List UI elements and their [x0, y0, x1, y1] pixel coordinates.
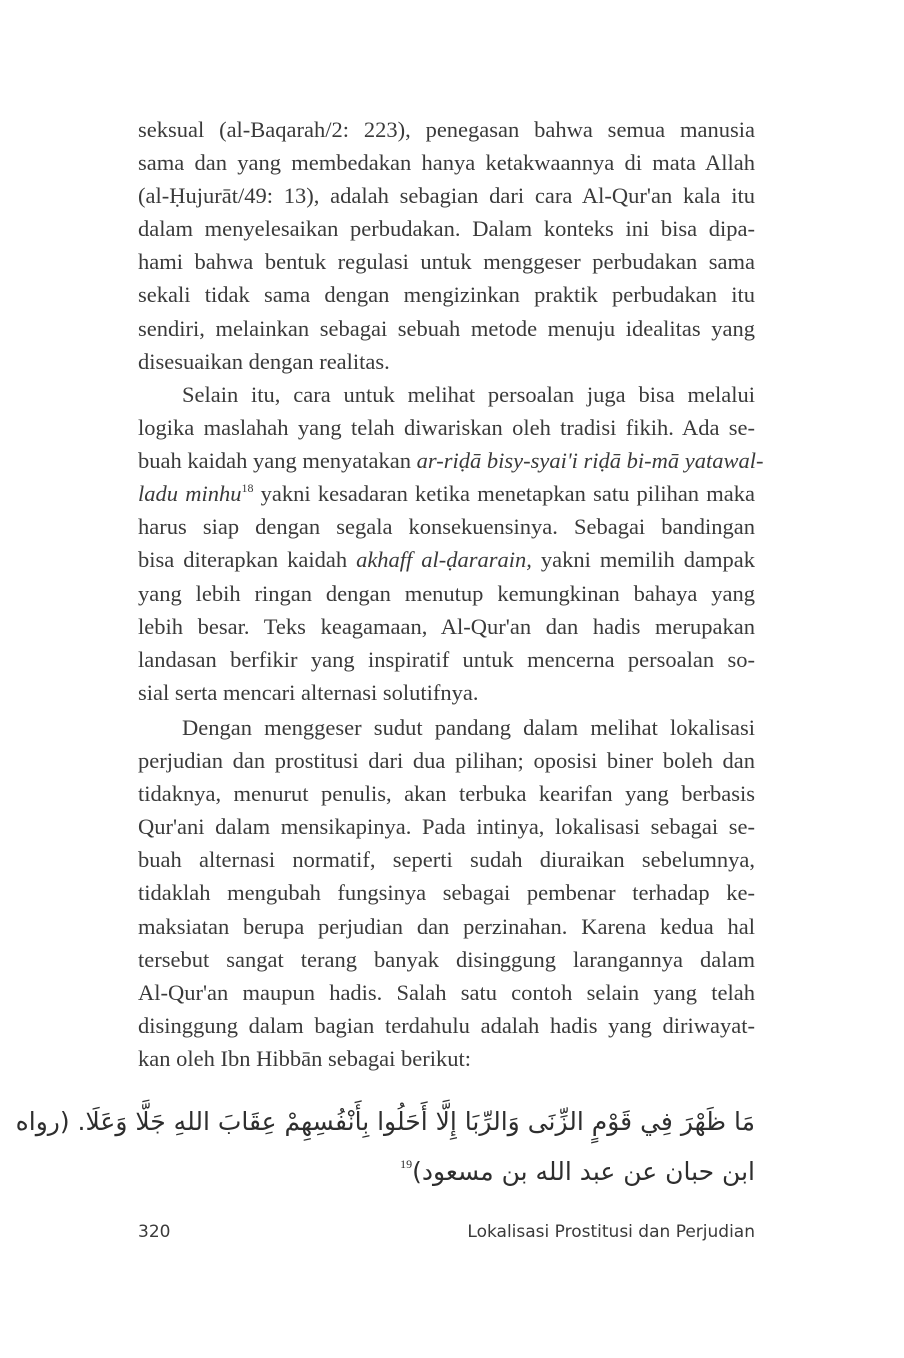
text-line: tersebut sangat terang banyak disinggung larangannya dalam [138, 946, 755, 972]
text-line: tidaklah mengubah fungsinya sebagai pembenar terhadap ke- [138, 880, 755, 906]
text-line: kan oleh Ibn Hibbān sebagai berikut: [138, 1045, 472, 1071]
text-line: hami bahwa bentuk regulasi untuk menggeser perbudakan sama [138, 249, 755, 275]
text-run: yakni memilih dampak [531, 547, 755, 573]
arabic-run: ابن حبان عن عبد الله بن مسعود) [412, 1157, 755, 1186]
italic-term: akhaff al-ḍararain, [356, 547, 532, 573]
text-run: yakni kesadaran ketika menetapkan satu pilihan maka [253, 481, 755, 507]
text-line: (al-Ḥujurāt/49: 13), adalah sebagian dari cara Al-Qur'an kala itu [138, 183, 755, 209]
text-line [138, 444, 764, 477]
text-line: disinggung dalam bagian terdahulu adalah hadis yang diriwayat- [138, 1012, 755, 1038]
page-footer [138, 1222, 755, 1248]
footnote-ref-18[interactable]: 18 [241, 481, 254, 496]
paragraph-3 [138, 711, 755, 1075]
text-line: Selain itu, cara untuk melihat persoalan juga bisa melalui [182, 382, 755, 407]
text-line: sendiri, melainkan sebagai sebuah metode menuju idealitas yang [138, 315, 755, 341]
text-line: logika maslahah yang telah diwariskan oleh tradisi fikih. Ada se- [138, 415, 755, 441]
italic-term: ar-riḍā bisy-syai'i riḍā bi-mā yatawal- [416, 448, 764, 474]
text-line: sekali tidak sama dengan mengizinkan praktik perbudakan itu [138, 282, 755, 308]
text-line: disesuaikan dengan realitas. [138, 348, 390, 374]
page-number: 320 [138, 1222, 171, 1242]
arabic-line [138, 1147, 755, 1197]
paragraph-2 [138, 378, 764, 709]
text-line: sama dan yang membedakan hanya ketakwaannya di mata Allah [138, 150, 755, 176]
italic-term: ladu minhu [138, 481, 242, 507]
text-line: buah alternasi normatif, seperti sudah diuraikan sebelumnya, [138, 847, 755, 873]
text-line: tidaknya, menurut penulis, akan terbuka kearifan yang berbasis [138, 781, 755, 807]
text-line: landasan berfikir yang inspiratif untuk mencerna persoalan so- [138, 646, 755, 672]
running-title: Lokalisasi Prostitusi dan Perjudian [467, 1222, 755, 1242]
text-line [138, 543, 755, 576]
text-line: Qur'ani dalam mensikapinya. Pada intinya, lokalisasi sebagai se- [138, 814, 755, 840]
text-line [138, 477, 755, 510]
text-line: maksiatan berupa perjudian dan perzinahan. Karena kedua hal [138, 913, 755, 939]
footnote-ref-19[interactable]: 19 [400, 1157, 413, 1171]
text-line: harus siap dengan segala konsekuensinya. Sebagai bandingan [138, 514, 755, 540]
text-line: Al-Qur'an maupun hadis. Salah satu contoh selain yang telah [138, 979, 755, 1005]
hadith-quote [15, 1097, 755, 1197]
text-line: lebih besar. Teks keagamaan, Al-Qur'an dan hadis merupakan [138, 613, 755, 639]
text-run: buah kaidah yang menyatakan [138, 448, 417, 474]
text-line: seksual (al-Baqarah/2: 223), penegasan bahwa semua manusia [138, 117, 755, 142]
text-line: perjudian dan prostitusi dari dua pilihan; oposisi biner boleh dan [138, 748, 755, 774]
text-run: bisa diterapkan kaidah [138, 547, 357, 573]
text-line: yang lebih ringan dengan menutup kemungkinan bahaya yang [138, 580, 755, 606]
text-line: sial serta mencari alternasi solutifnya. [138, 679, 479, 705]
paragraph-1 [138, 113, 755, 378]
arabic-line: مَا ظَهْرَ فِي قَوْمٍ الزِّنَى وَالرِّبَا إِلَّا أَحَلُوا بِأَنْفُسِهِمْ عِقَابَ اللهِ جَلَّا وَعَلَا. (رواه [15, 1107, 755, 1136]
text-line: dalam menyelesaikan perbudakan. Dalam konteks ini bisa dipa- [138, 216, 755, 242]
text-line: Dengan menggeser sudut pandang dalam melihat lokalisasi [182, 715, 755, 740]
